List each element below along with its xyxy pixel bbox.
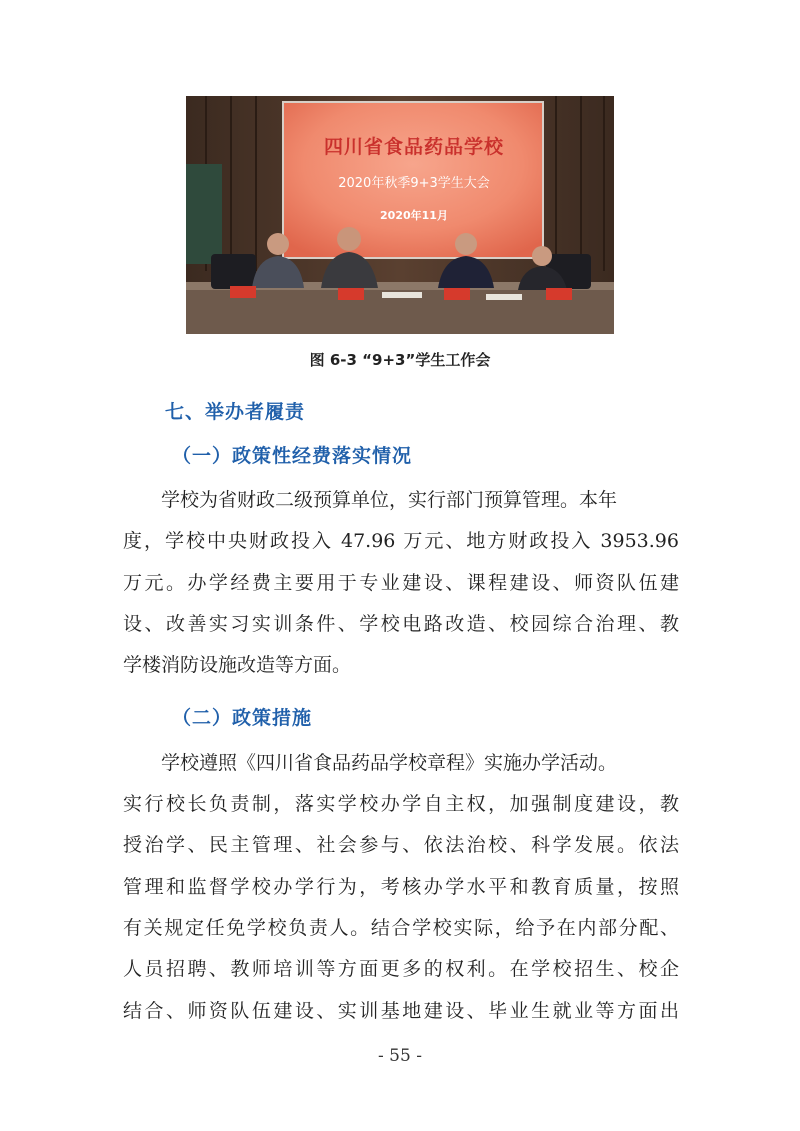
subsection-heading-2: （二）政策措施 bbox=[172, 707, 313, 729]
paragraph-line: 管理和监督学校办学行为，考核办学水平和教育质量，按照 bbox=[123, 876, 679, 898]
paragraph-line: 结合、师资队伍建设、实训基地建设、毕业生就业等方面出 bbox=[123, 1000, 679, 1022]
paragraph-line: 度，学校中央财政投入 47.96 万元、地方财政投入 3953.96 bbox=[123, 530, 679, 552]
paragraph-line: 实行校长负责制，落实学校办学自主权，加强制度建设，教 bbox=[123, 793, 679, 815]
figure-caption: 图 6-3 “9+3”学生工作会 bbox=[309, 351, 491, 369]
paragraph-line: 设、改善实习实训条件、学校电路改造、校园综合治理、教 bbox=[123, 613, 679, 635]
subsection-heading-1: （一）政策性经费落实情况 bbox=[172, 445, 413, 467]
meeting-photo bbox=[186, 96, 614, 334]
paragraph-line: 学楼消防设施改造等方面。 bbox=[123, 654, 352, 676]
banner-date: 2020年11月 bbox=[380, 209, 448, 222]
page-number: - 55 - bbox=[378, 1046, 422, 1066]
section-heading: 七、举办者履责 bbox=[165, 401, 306, 423]
paragraph-line: 学校为省财政二级预算单位，实行部门预算管理。本年 bbox=[161, 489, 618, 511]
banner-subtitle: 2020年秋季9+3学生大会 bbox=[338, 176, 490, 191]
paragraph-line: 学校遵照《四川省食品药品学校章程》实施办学活动。 bbox=[161, 752, 618, 774]
paragraph-line: 万元。办学经费主要用于专业建设、课程建设、师资队伍建 bbox=[123, 572, 679, 594]
paragraph-line: 授治学、民主管理、社会参与、依法治校、科学发展。依法 bbox=[123, 834, 679, 856]
paragraph-line: 人员招聘、教师培训等方面更多的权利。在学校招生、校企 bbox=[123, 958, 679, 980]
banner-title: 四川省食品药品学校 bbox=[323, 136, 504, 158]
paragraph-line: 有关规定任免学校负责人。结合学校实际，给予在内部分配、 bbox=[123, 917, 679, 939]
